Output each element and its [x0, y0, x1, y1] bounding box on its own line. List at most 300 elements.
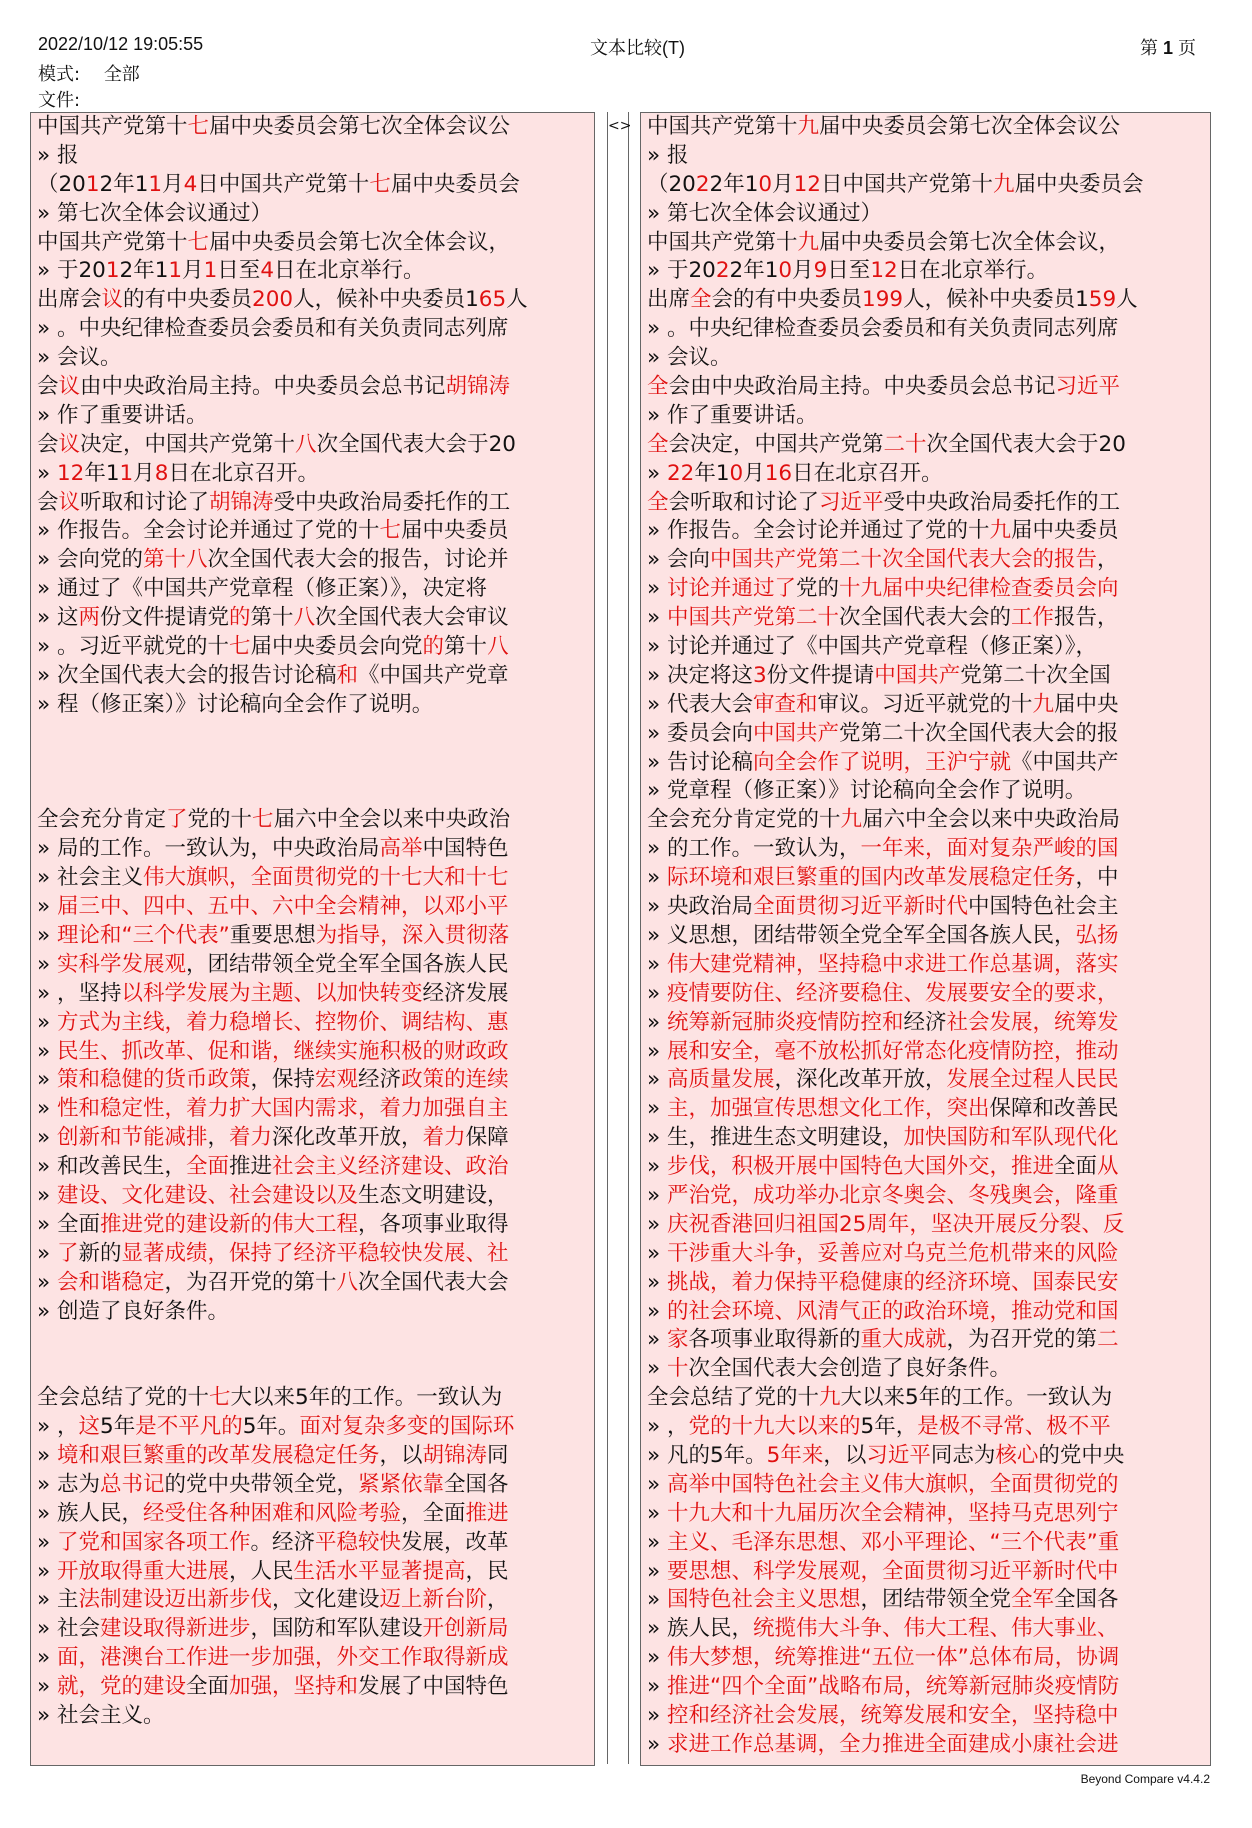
text-segment: »	[37, 1125, 57, 1151]
text-segment: »	[37, 1442, 57, 1468]
diff-segment: 1	[119, 460, 134, 486]
text-segment: 新的	[78, 1240, 122, 1266]
left-line	[31, 1153, 594, 1182]
diff-segment: 全	[647, 374, 669, 400]
diff-segment: 着力	[422, 1125, 466, 1151]
right-line	[641, 1529, 1210, 1558]
left-line	[31, 1182, 594, 1211]
text-segment: » 程（修正案）》讨论稿向全会作了说明。	[37, 691, 434, 717]
right-line	[641, 257, 1210, 286]
text-segment: »	[647, 1038, 667, 1064]
left-line	[31, 1009, 594, 1038]
text-segment: 份文件提请党	[100, 605, 230, 631]
diff-segment: 向全会作了说明，王沪宁就	[753, 749, 1012, 775]
text-segment: 年1	[694, 460, 730, 486]
text-segment: ，民	[465, 1558, 509, 1584]
right-line	[641, 200, 1210, 229]
diff-segment: 12	[57, 460, 85, 486]
text-segment: 日中国共产党第十	[820, 171, 993, 197]
diff-segment: 八	[295, 431, 317, 457]
mode-row	[38, 60, 140, 86]
diff-segment: 一年来，面对复杂严峻的国	[860, 836, 1119, 862]
page-prefix: 第	[1140, 38, 1158, 58]
text-segment: » 会议。	[37, 345, 122, 371]
right-line	[641, 546, 1210, 575]
left-line	[31, 257, 594, 286]
diff-segment: 创新和节能减排	[57, 1125, 208, 1151]
diff-segment: 法制建设迈出新步伐	[78, 1587, 273, 1613]
right-line	[641, 1558, 1210, 1587]
text-segment: 人	[506, 287, 528, 313]
text-segment: » 党章程（修正案）》讨论稿向全会作了说明。	[647, 778, 1087, 804]
diff-segment: 2	[695, 171, 710, 197]
text-segment: 届中央委员会向党	[250, 634, 423, 660]
text-segment: ，国防和军队建设	[250, 1616, 423, 1642]
diff-segment: 16	[764, 460, 793, 486]
diff-segment: 庆祝香港回归祖国25周年，坚决开展反分裂、反	[667, 1211, 1125, 1237]
text-segment: » 全面	[37, 1211, 100, 1237]
right-line	[641, 604, 1210, 633]
diff-segment: 3	[753, 662, 767, 688]
right-line	[641, 373, 1210, 402]
left-line	[31, 344, 594, 373]
left-line	[31, 1442, 594, 1471]
diff-segment: 从	[1097, 1154, 1119, 1180]
right-line	[641, 951, 1210, 980]
diff-segment: 九	[992, 171, 1015, 197]
text-segment: ，各项事业取得	[358, 1211, 509, 1237]
text-segment: »	[647, 1298, 667, 1324]
text-segment: »	[647, 980, 667, 1006]
diff-segment: 是极不寻常、极不平	[917, 1414, 1111, 1440]
diff-segment: 弘扬	[1075, 922, 1119, 948]
left-line	[31, 1269, 594, 1298]
diff-segment: 显著成绩，保持了经济平稳较快发展、社	[121, 1240, 509, 1266]
text-segment: 受中央政治局委托作的工	[883, 489, 1121, 515]
text-segment: 月	[133, 460, 155, 486]
left-line	[31, 1355, 594, 1384]
left-line	[31, 229, 594, 258]
text-segment: »	[647, 865, 667, 891]
diff-segment: 十	[667, 1356, 689, 1382]
left-line	[31, 1124, 594, 1153]
diff-segment: 就，党的建设	[57, 1674, 187, 1700]
footer-brand: Beyond Compare v4.4.2	[1080, 1772, 1210, 1786]
text-segment: ，保持	[250, 1067, 316, 1093]
text-segment: » 和改善民生，	[37, 1154, 186, 1180]
diff-segment: 为指导，深入贯彻落	[315, 922, 510, 948]
left-line	[31, 806, 594, 835]
text-segment: ，团结带领全党全军全国各族人民	[186, 951, 509, 977]
diff-segment: 加快国防和军队现代化	[903, 1125, 1119, 1151]
text-segment: ，	[207, 1125, 230, 1151]
diff-segment: 二十	[883, 431, 927, 457]
mode-label: 模式:	[38, 64, 81, 85]
right-pane[interactable]	[640, 112, 1211, 1766]
left-line	[31, 1586, 594, 1615]
text-segment: 出席会	[37, 287, 102, 313]
text-segment: » 于20	[37, 258, 106, 284]
diff-segment: 建设取得新进步	[100, 1616, 251, 1642]
left-line	[31, 373, 594, 402]
text-segment: 月	[772, 171, 794, 197]
text-segment: 次全国代表大会于20	[316, 431, 516, 457]
diff-segment: 中国共产党第二十次全国代表大会的报告	[710, 547, 1098, 573]
diff-segment: 境和艰巨繁重的改革发展稳定任务	[57, 1442, 380, 1468]
diff-segment: 了	[166, 807, 188, 833]
diff-segment: 方式为主线，着力稳增长、控物价、调结构、惠	[57, 1009, 509, 1035]
text-segment: ，为召开党的第	[946, 1327, 1098, 1353]
diff-segment: 届三中、四中、五中、六中全会精神，以邓小平	[57, 894, 509, 920]
diff-segment: 胡锦涛	[445, 374, 511, 400]
text-segment: 会	[37, 431, 59, 457]
right-line	[641, 922, 1210, 951]
right-line	[641, 806, 1210, 835]
text-segment: » ，坚持	[37, 980, 122, 1006]
diff-segment: 生活水平显著提高	[293, 1558, 466, 1584]
diff-segment: 4	[260, 258, 274, 284]
diff-segment: 七	[229, 634, 251, 660]
diff-segment: 九	[819, 1385, 841, 1411]
diff-segment: 0	[778, 258, 793, 284]
text-segment: » 。中央纪律检查委员会委员和有关负责同志列席	[37, 316, 509, 342]
right-line	[641, 402, 1210, 431]
text-segment: 全会充分肯定党的十	[647, 807, 841, 833]
diff-segment: 0	[729, 460, 744, 486]
diff-segment: 伟大旗帜，全面贯彻党的十七大和十七	[143, 865, 509, 891]
text-segment: 2年1	[709, 171, 759, 197]
diff-segment: 二	[1097, 1327, 1119, 1353]
text-segment: » ，	[37, 1414, 79, 1440]
diff-segment: 习近平	[819, 489, 884, 515]
left-line	[31, 171, 594, 200]
left-pane[interactable]	[30, 112, 595, 1766]
text-segment: »	[37, 951, 57, 977]
diff-segment: 习近平	[866, 1442, 931, 1468]
diff-segment: 全	[647, 489, 669, 515]
text-segment: »	[647, 576, 667, 602]
left-line	[31, 1066, 594, 1095]
diff-segment: 主，加强宣传思想文化工作，突出	[667, 1096, 990, 1122]
diff-segment: 高举中国特色社会主义伟大旗帜，全面贯彻党的	[667, 1471, 1119, 1497]
right-line	[641, 517, 1210, 546]
text-segment: 届中央委员会	[390, 171, 520, 197]
text-segment: 次全国代表大会的报告，讨论并	[207, 547, 509, 573]
right-line	[641, 1124, 1210, 1153]
text-segment: 各项事业取得新的	[688, 1327, 861, 1353]
diff-segment: 紧紧依靠	[358, 1471, 445, 1497]
diff-segment: 议	[58, 374, 81, 400]
right-line	[641, 1298, 1210, 1327]
text-segment: » 报	[647, 142, 689, 168]
text-segment: 2年1	[729, 258, 779, 284]
diff-segment: 1	[105, 258, 120, 284]
left-line	[31, 604, 594, 633]
text-segment: » 第七次全体会议通过）	[647, 200, 882, 226]
text-segment: » 社会主义。	[37, 1702, 165, 1728]
mode-value: 全部	[103, 64, 140, 85]
file-row	[38, 86, 80, 112]
right-line	[641, 113, 1210, 142]
diff-segment: 着力	[229, 1125, 273, 1151]
text-segment: »	[647, 1558, 667, 1584]
left-line	[31, 1500, 594, 1529]
diff-segment: 高举	[379, 836, 423, 862]
diff-segment: 推进	[465, 1500, 509, 1526]
left-line	[31, 777, 594, 806]
diff-segment: 九	[797, 114, 820, 139]
diff-segment: 习近平	[1055, 374, 1121, 400]
text-segment: 人	[1116, 287, 1138, 313]
left-line	[31, 633, 594, 662]
text-segment: 的党中央带领全党，	[164, 1471, 359, 1497]
right-line	[641, 489, 1210, 518]
left-line	[31, 1038, 594, 1067]
diff-segment: 议	[58, 431, 81, 457]
diff-segment: 65	[478, 287, 507, 313]
diff-segment: 开创新局	[422, 1616, 509, 1642]
diff-segment: 这	[78, 1414, 101, 1440]
left-line	[31, 1384, 594, 1413]
text-segment: 月	[162, 171, 184, 197]
left-line	[31, 315, 594, 344]
right-line	[641, 1413, 1210, 1442]
text-segment: 中国特色	[422, 836, 509, 862]
text-segment: 党的	[796, 576, 840, 602]
diff-segment: 以科学发展为主题、以加快转变	[121, 980, 423, 1006]
text-segment: 会的有中央委员	[711, 287, 863, 313]
diff-segment: 8	[154, 460, 169, 486]
text-segment: 《中国共产	[1011, 749, 1119, 775]
text-segment: » 决定将这	[647, 662, 753, 688]
diff-segment: 疫情要防住、经济要稳住、发展要安全的要求，	[667, 980, 1119, 1006]
diff-segment: 面对复杂多变的国际环	[299, 1414, 515, 1440]
right-line	[641, 1095, 1210, 1124]
right-line	[641, 1471, 1210, 1500]
diff-segment: 两	[78, 605, 101, 631]
text-segment: » ，	[647, 1414, 689, 1440]
diff-segment: 9	[813, 258, 828, 284]
diff-segment: 推进党的建设新的伟大工程	[100, 1211, 359, 1237]
text-segment: »	[647, 605, 667, 631]
right-line	[641, 1731, 1210, 1760]
diff-segment: 十九大和十九届历次全会精神，坚持马克思列宁	[667, 1500, 1119, 1526]
diff-segment: 严治党，成功举办北京冬奥会、冬残奥会，隆重	[667, 1182, 1119, 1208]
left-line	[31, 922, 594, 951]
text-segment: »	[37, 1558, 57, 1584]
left-line	[31, 691, 594, 720]
left-line	[31, 575, 594, 604]
text-segment: 会	[37, 489, 59, 515]
right-line	[641, 1009, 1210, 1038]
text-segment: 。经济	[250, 1529, 316, 1555]
text-segment: » 第七次全体会议通过）	[37, 200, 272, 226]
left-line	[31, 1471, 594, 1500]
diff-segment: 22	[667, 460, 695, 486]
text-segment: » 族人民，	[37, 1500, 143, 1526]
diff-segment: 统揽伟大斗争、伟大工程、伟大事业、	[753, 1616, 1119, 1642]
text-segment: 保障	[465, 1125, 509, 1151]
text-segment: 出席	[647, 287, 691, 313]
text-segment: ，	[1097, 547, 1119, 573]
text-segment: 日在北京举行。	[274, 258, 425, 284]
text-segment: »	[647, 1327, 667, 1353]
text-segment: »	[37, 1269, 57, 1295]
text-segment: 届六中全会以来中央政治局	[862, 807, 1121, 833]
text-segment: 5年。	[242, 1414, 300, 1440]
text-segment: »	[647, 1154, 667, 1180]
text-segment: 全国各	[1054, 1587, 1119, 1613]
text-segment: 全会总结了党的十	[37, 1385, 210, 1411]
text-segment: 全会总结了党的十	[647, 1385, 820, 1411]
right-line	[641, 1326, 1210, 1355]
text-segment: 党的十	[187, 807, 253, 833]
diff-segment: 讨论并通过了	[667, 576, 797, 602]
text-segment: 会听取和讨论了	[668, 489, 820, 515]
right-line	[641, 171, 1210, 200]
text-segment: 全会充分肯定	[37, 807, 167, 833]
diff-segment: 理论和“三个代表”	[57, 922, 230, 948]
text-segment: »	[37, 1529, 57, 1555]
diff-segment: 十九届中央纪律检查委员会向	[839, 576, 1119, 602]
text-segment: ，为召开党的第十	[164, 1269, 337, 1295]
diff-segment: 推进“四个全面”战略布局，统筹新冠肺炎疫情防	[667, 1674, 1120, 1700]
text-segment: 次全国代表大会审议	[315, 605, 509, 631]
right-line	[641, 1038, 1210, 1067]
right-line	[641, 1442, 1210, 1471]
right-line	[641, 1673, 1210, 1702]
text-segment: 届六中全会以来中央政治	[273, 807, 511, 833]
left-line	[31, 431, 594, 460]
diff-segment: 1	[85, 171, 100, 197]
print-timestamp: 2022/10/12 19:05:55	[38, 34, 204, 54]
diff-segment: 1	[168, 258, 183, 284]
text-segment: ，文化建设	[272, 1587, 380, 1613]
diff-segment: 主义、毛泽东思想、邓小平理论、“三个代表”重	[667, 1529, 1120, 1555]
text-segment: 届中央委员	[1011, 518, 1119, 544]
text-segment: 审议。习近平就党的十	[817, 691, 1033, 717]
right-line	[641, 1066, 1210, 1095]
left-line	[31, 893, 594, 922]
left-line	[31, 835, 594, 864]
text-segment: 届中央委员会第七次全体会议公	[819, 114, 1121, 139]
text-segment: 届中央	[1054, 691, 1119, 717]
diff-segment: 议	[101, 287, 124, 313]
left-line	[31, 1702, 594, 1731]
diff-segment: 总书记	[100, 1471, 165, 1497]
right-line	[641, 1182, 1210, 1211]
text-segment: »	[37, 1067, 57, 1093]
left-line	[31, 1529, 594, 1558]
text-segment: »	[647, 1096, 667, 1122]
text-segment: » 社会主义	[37, 865, 143, 891]
text-segment: 届中央委员会	[1014, 171, 1144, 197]
diff-segment: 审查和	[753, 691, 818, 717]
right-line	[641, 1153, 1210, 1182]
text-segment: »	[647, 1500, 667, 1526]
left-line	[31, 1326, 594, 1355]
diff-segment: 伟大梦想，统筹推进“五位一体”总体布局，协调	[667, 1645, 1120, 1671]
text-segment: »	[647, 1211, 667, 1237]
text-segment: »	[37, 1096, 57, 1122]
text-segment: （20	[37, 171, 86, 197]
text-segment: ，深化改革开放，	[774, 1067, 947, 1093]
diff-segment: 八	[293, 605, 316, 631]
right-line	[641, 980, 1210, 1009]
right-line	[641, 1500, 1210, 1529]
text-segment: 党第二十次全国	[960, 662, 1111, 688]
left-line	[31, 980, 594, 1009]
diff-marker: <>	[608, 118, 632, 134]
text-segment: »	[647, 1269, 667, 1295]
diff-segment: 九	[1032, 691, 1055, 717]
right-line	[641, 720, 1210, 749]
right-line	[641, 1586, 1210, 1615]
text-segment: » 创造了良好条件。	[37, 1298, 229, 1324]
text-segment: » 志为	[37, 1471, 100, 1497]
text-segment: 日至	[827, 258, 871, 284]
left-line	[31, 113, 594, 142]
diff-segment: 会和谐稳定	[57, 1269, 165, 1295]
text-segment: 决定，中国共产党第十	[80, 431, 296, 457]
text-segment: » 。习近平就党的十	[37, 634, 229, 660]
right-line	[641, 893, 1210, 922]
text-segment: »	[37, 1009, 57, 1035]
diff-segment: 中国共产党第二十	[667, 605, 840, 631]
text-segment: 次全国代表大会的	[839, 605, 1012, 631]
diff-segment: 59	[1088, 287, 1117, 313]
left-line	[31, 286, 594, 315]
diff-segment: 199	[862, 287, 904, 313]
right-line	[641, 1615, 1210, 1644]
diff-segment: 全面贯彻习近平新时代	[753, 894, 969, 920]
left-line	[31, 1673, 594, 1702]
diff-segment: 2	[715, 258, 730, 284]
diff-segment: 性和稳定性，着力扩大国内需求，着力加强自主	[57, 1096, 509, 1122]
text-segment: »	[647, 1471, 667, 1497]
right-line	[641, 864, 1210, 893]
text-segment: 日中国共产党第十	[197, 171, 370, 197]
diff-segment: 胡锦涛	[209, 489, 274, 515]
text-segment: 同	[487, 1442, 509, 1468]
diff-segment: 开放取得重大进展	[57, 1558, 230, 1584]
diff-segment: 经受住各种困难和风险考验	[143, 1500, 402, 1526]
text-segment: ，中	[1075, 865, 1119, 891]
text-segment: » 作报告。全会讨论并通过了党的十	[37, 518, 380, 544]
diff-segment: 中国共产	[874, 662, 961, 688]
diff-segment: 宏观	[315, 1067, 359, 1093]
page-num: 1	[1163, 38, 1174, 58]
text-segment: 月	[182, 258, 204, 284]
text-segment: 听取和讨论了	[80, 489, 210, 515]
diff-segment: 社会主义经济建设、政治	[272, 1154, 509, 1180]
text-segment: » 会向	[647, 547, 710, 573]
text-segment: » 作了重要讲话。	[647, 402, 818, 428]
text-segment: 月	[743, 460, 765, 486]
text-segment: » 凡的5年。	[647, 1442, 767, 1468]
text-segment: 重要思想	[229, 922, 316, 948]
diff-segment: 挑战，着力保持平稳健康的经济环境、国泰民安	[667, 1269, 1119, 1295]
diff-segment: 七	[369, 171, 391, 197]
left-line	[31, 864, 594, 893]
text-segment: » 代表大会	[647, 691, 753, 717]
text-segment: 的党中央	[1038, 1442, 1125, 1468]
diff-segment: 200	[252, 287, 294, 313]
right-line	[641, 633, 1210, 662]
text-segment: 《中国共产党章	[358, 662, 509, 688]
diff-segment: 是不平凡的	[135, 1414, 243, 1440]
text-segment: » 次全国代表大会的报告讨论稿	[37, 662, 337, 688]
